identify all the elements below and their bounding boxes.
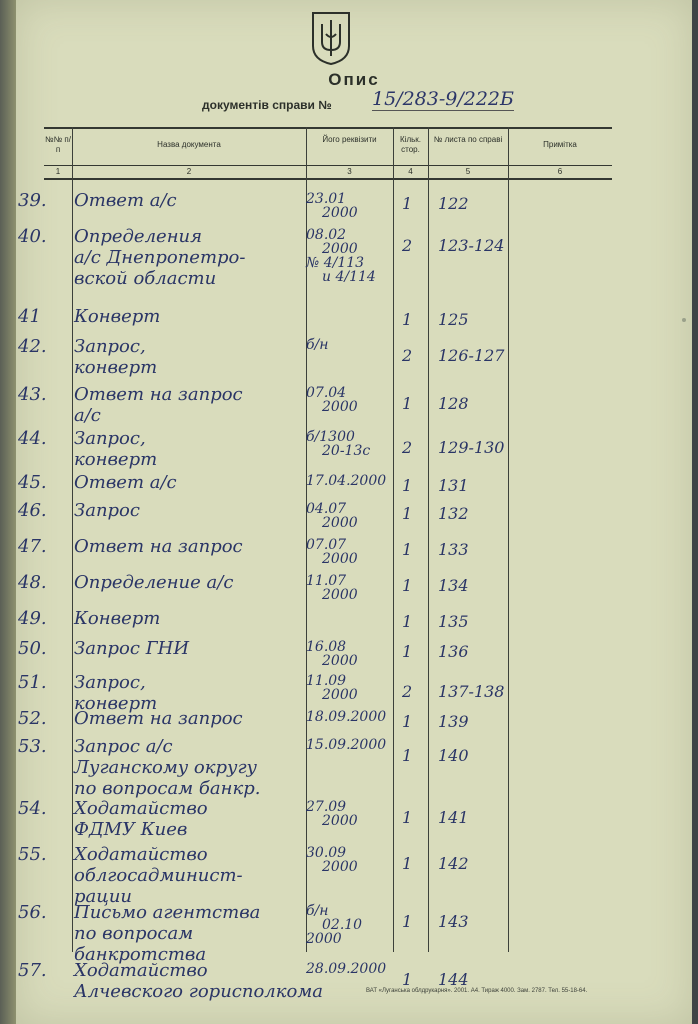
page-title: Опис [328, 70, 380, 89]
sheet-numbers: 144 [438, 970, 469, 989]
document-requisite: 15.09.2000 [306, 737, 387, 753]
page-count: 1 [402, 970, 413, 989]
page-count: 1 [402, 476, 413, 495]
document-name-line: облгосадминист- [74, 865, 243, 886]
row-number: 41 [18, 306, 41, 327]
document-name-line: Определение а/с [74, 572, 234, 593]
row-number: 45. [18, 472, 47, 493]
sheet-numbers: 140 [438, 746, 469, 765]
document-requisite: 23.01 [306, 191, 347, 207]
document-requisite: 17.04.2000 [306, 473, 387, 489]
page-count: 1 [402, 576, 413, 595]
row-number: 43. [18, 384, 47, 405]
document-page [16, 0, 692, 1024]
document-requisite: 07.07 [306, 537, 347, 553]
row-number: 56. [18, 902, 47, 923]
column-number-5: 5 [465, 167, 471, 176]
document-name-line: Конверт [74, 306, 161, 327]
table-number-rule [44, 178, 612, 180]
document-requisite: 11.09 [306, 673, 347, 689]
column-header-5: № листа по справі [433, 135, 503, 144]
body-column-divider [72, 178, 73, 952]
document-requisite: 02.10 [322, 917, 363, 933]
document-name-line: Запрос, [74, 428, 146, 449]
document-name-line: Алчевского горисполкома [74, 981, 324, 1002]
document-name-line: банкротства [74, 944, 207, 965]
document-name-line: вской области [74, 268, 217, 289]
document-requisite: 2000 [322, 653, 358, 669]
document-requisite: 20-13с [322, 443, 371, 459]
page-count: 1 [402, 310, 413, 329]
page-count: 2 [402, 236, 413, 255]
document-requisite: 2000 [306, 931, 342, 947]
column-number-1: 1 [55, 167, 61, 176]
body-column-divider [393, 178, 394, 952]
sheet-numbers: 129-130 [438, 438, 505, 457]
document-requisite: 2000 [322, 813, 358, 829]
row-number: 54. [18, 798, 47, 819]
document-requisite: 27.09 [306, 799, 347, 815]
document-name-line: конверт [74, 449, 158, 470]
row-number: 57. [18, 960, 47, 981]
document-name-line: а/с Днепропетро- [74, 247, 246, 268]
sheet-numbers: 128 [438, 394, 469, 413]
trident-emblem-icon [310, 10, 352, 66]
document-requisite: 16.08 [306, 639, 347, 655]
document-name-line: Запрос, [74, 336, 146, 357]
row-number: 49. [18, 608, 47, 629]
sheet-numbers: 139 [438, 712, 469, 731]
body-column-divider [428, 178, 429, 952]
document-name-line: Письмо агентства [74, 902, 261, 923]
document-requisite: 28.09.2000 [306, 961, 387, 977]
column-header-2: Назва документа [157, 140, 221, 149]
document-requisite: 04.07 [306, 501, 347, 517]
document-requisite: 18.09.2000 [306, 709, 387, 725]
document-name-line: конверт [74, 693, 158, 714]
document-requisite: 2000 [322, 551, 358, 567]
binding-edge [0, 0, 16, 1024]
document-requisite: 2000 [322, 241, 358, 257]
row-number: 42. [18, 336, 47, 357]
document-requisite: 2000 [322, 515, 358, 531]
sheet-numbers: 131 [438, 476, 469, 495]
column-number-2: 2 [186, 167, 192, 176]
document-name-line: Запрос [74, 500, 140, 521]
column-number-4: 4 [408, 167, 413, 176]
page-count: 1 [402, 712, 413, 731]
sheet-numbers: 136 [438, 642, 469, 661]
column-header-6: Примітка [543, 140, 577, 149]
document-requisite: б/1300 [306, 429, 355, 445]
document-name-line: по вопросам [74, 923, 194, 944]
sheet-numbers: 134 [438, 576, 469, 595]
sheet-numbers: 125 [438, 310, 469, 329]
sheet-numbers: 142 [438, 854, 469, 873]
document-name-line: Луганскому округу [74, 757, 257, 778]
document-requisite: 07.04 [306, 385, 347, 401]
page-count: 1 [402, 746, 413, 765]
document-name-line: Конверт [74, 608, 161, 629]
document-name-line: рации [74, 886, 132, 907]
document-requisite: 2000 [322, 687, 358, 703]
sheet-numbers: 122 [438, 194, 469, 213]
row-number: 46. [18, 500, 47, 521]
sheet-numbers: 141 [438, 808, 469, 827]
page-count: 2 [402, 346, 413, 365]
sheet-numbers: 123-124 [438, 236, 505, 255]
document-name-line: Ходатайство [74, 960, 208, 981]
document-name-line: Запрос, [74, 672, 146, 693]
document-name-line: Ответ а/с [74, 472, 177, 493]
page-count: 1 [402, 808, 413, 827]
row-number: 50. [18, 638, 47, 659]
document-name-line: по вопросам банкр. [74, 778, 261, 799]
sheet-numbers: 132 [438, 504, 469, 523]
document-requisite: 2000 [322, 205, 358, 221]
page-subtitle: документів справи № [202, 98, 332, 112]
document-name-line: Определения [74, 226, 203, 247]
column-number-3: 3 [347, 167, 352, 176]
column-number-6: 6 [557, 167, 563, 176]
row-number: 52. [18, 708, 47, 729]
table-header-rule [44, 165, 612, 166]
document-requisite: 2000 [322, 399, 358, 415]
page-count: 1 [402, 642, 413, 661]
document-name-line: Запрос ГНИ [74, 638, 190, 659]
sheet-numbers: 126-127 [438, 346, 505, 365]
body-column-divider [508, 178, 509, 952]
document-requisite: 30.09 [306, 845, 347, 861]
page-count: 1 [402, 394, 413, 413]
document-requisite: б/н [306, 337, 329, 353]
page-count: 2 [402, 682, 413, 701]
printer-footer: ВАТ «Луганська облдрукарня». 2001. А4. Тираж 4000. Зам. 2787. Тел. 55-18-64. [366, 988, 588, 994]
page-count: 2 [402, 438, 413, 457]
document-name-line: Запрос а/с [74, 736, 173, 757]
row-number: 39. [18, 190, 47, 211]
row-number: 47. [18, 536, 47, 557]
document-requisite: б/н [306, 903, 329, 919]
document-name-line: Ходатайство [74, 844, 208, 865]
row-number: 44. [18, 428, 47, 449]
document-name-line: Ответ на запрос [74, 384, 243, 405]
document-requisite: 2000 [322, 587, 358, 603]
document-name-line: а/с [74, 405, 101, 426]
column-header-4: Кільк. стор. [400, 135, 421, 154]
page-count: 1 [402, 912, 413, 931]
sheet-numbers: 137-138 [438, 682, 505, 701]
row-number: 48. [18, 572, 47, 593]
page-count: 1 [402, 194, 413, 213]
page-count: 1 [402, 854, 413, 873]
document-requisite: № 4/113 [306, 255, 365, 271]
page-count: 1 [402, 504, 413, 523]
document-requisite: 2000 [322, 859, 358, 875]
document-requisite: и 4/114 [322, 269, 376, 285]
row-number: 51. [18, 672, 47, 693]
document-name-line: конверт [74, 357, 158, 378]
case-number: 15/283-9/222Б [372, 88, 514, 110]
sheet-numbers: 133 [438, 540, 469, 559]
document-requisite: 08.02 [306, 227, 347, 243]
row-number: 53. [18, 736, 47, 757]
document-name-line: Ответ а/с [74, 190, 177, 211]
document-name-line: Ответ на запрос [74, 708, 243, 729]
column-header-3: Його реквізити [322, 135, 377, 144]
sheet-numbers: 135 [438, 612, 469, 631]
sheet-numbers: 143 [438, 912, 469, 931]
page-mark [682, 318, 686, 322]
page-count: 1 [402, 612, 413, 631]
body-column-divider [306, 178, 307, 952]
document-requisite: 11.07 [306, 573, 347, 589]
document-name-line: ФДМУ Киев [74, 819, 188, 840]
document-name-line: Ходатайство [74, 798, 208, 819]
row-number: 55. [18, 844, 47, 865]
document-name-line: Ответ на запрос [74, 536, 243, 557]
table-top-rule [44, 127, 612, 129]
row-number: 40. [18, 226, 47, 247]
page-count: 1 [402, 540, 413, 559]
column-header-1: №№ п/п [45, 135, 71, 154]
